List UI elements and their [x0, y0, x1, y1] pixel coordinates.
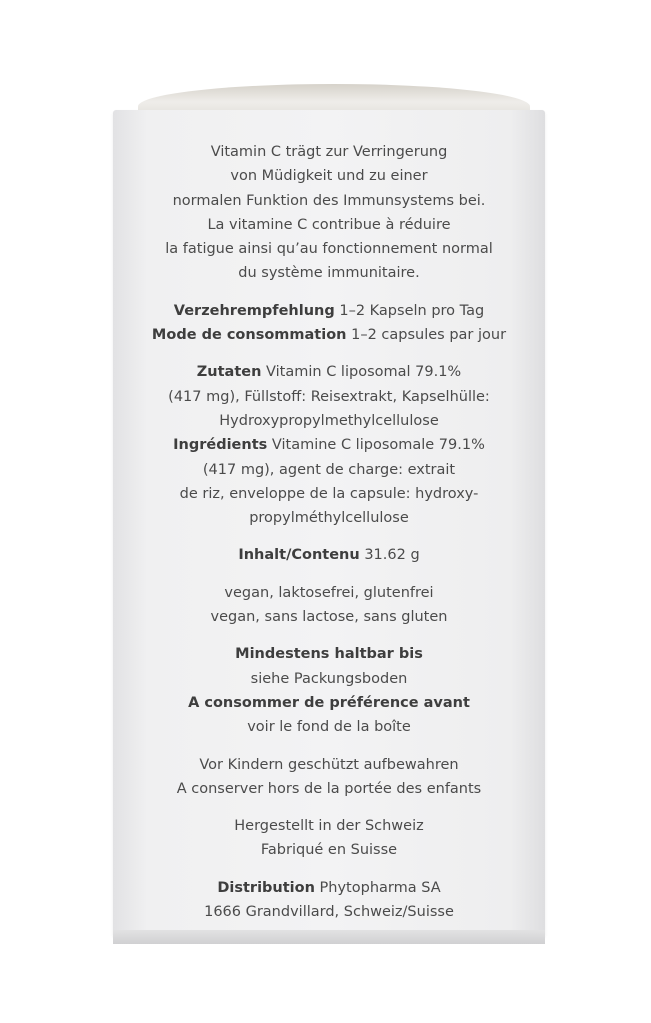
- intro-line: La vitamine C contribue à réduire: [207, 216, 451, 233]
- ingredients-fr-line: de riz, enveloppe de la capsule: hydroxy-: [179, 485, 479, 502]
- ingredients-fr-line: propylméthylcellulose: [249, 510, 409, 527]
- intro-line: normalen Funktion des Immunsystems bei.: [172, 192, 486, 209]
- ingredients-fr-line: (417 mg), agent de charge: extrait: [202, 461, 456, 478]
- intro-line: Vitamin C trägt zur Verringerung: [210, 144, 448, 160]
- dosage-de: Verzehrempfehlung 1–2 Kapseln pro Tag: [173, 302, 485, 319]
- net-content: Inhalt/Contenu 31.62 g: [238, 547, 420, 564]
- diet-line: vegan, sans lactose, sans gluten: [210, 609, 448, 626]
- label-text: [113, 140, 545, 924]
- best-before: Mindestens haltbar bis siehe Packungsboden A consommer de préférence avant voir le fond de la boîte: [188, 646, 470, 736]
- dosage-fr: Mode de consommation 1–2 capsules par jour: [151, 327, 507, 344]
- intro-line: du système immunitaire.: [238, 265, 420, 282]
- distribution: Distribution Phytopharma SA 1666 Grandvillard, Schweiz/Suisse: [204, 879, 454, 921]
- ingredients-fr-first: Ingrédients Vitamine C liposomale 79.1%: [173, 437, 485, 454]
- storage-warning: Vor Kindern geschützt aufbewahren A conserver hors de la portée des enfants: [176, 756, 482, 797]
- diet-line: vegan, laktosefrei, glutenfrei: [224, 584, 434, 601]
- ingredients-de-first: Zutaten Vitamin C liposomal 79.1%: [196, 364, 462, 381]
- origin: Hergestellt in der Schweiz Fabriqué en Suisse: [234, 818, 424, 859]
- intro-line: la fatigue ainsi qu’au fonctionnement normal: [165, 241, 493, 258]
- dosage-recommendation: [113, 299, 545, 348]
- ingredients: [113, 360, 545, 530]
- ingredients-de-line: Hydroxypropylmethylcellulose: [219, 412, 439, 429]
- diet-info: [113, 581, 545, 630]
- intro-line: von Müdigkeit und zu einer: [230, 168, 428, 185]
- ingredients-de-line: (417 mg), Füllstoff: Reisextrakt, Kapselhülle:: [168, 388, 490, 405]
- box-bottom-edge: [113, 930, 545, 944]
- intro-health-claim: [113, 140, 545, 286]
